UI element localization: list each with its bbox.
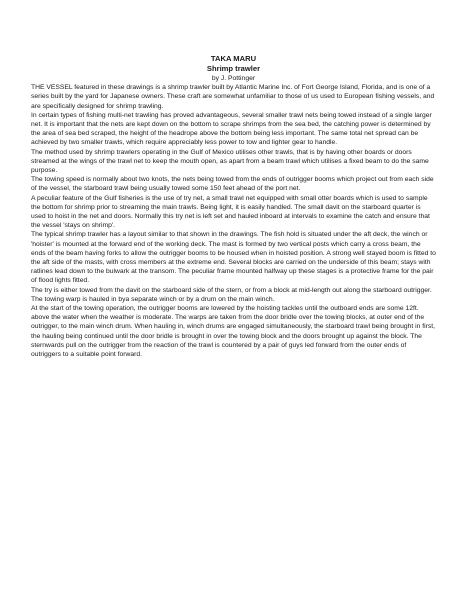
- paragraph: The typical shrimp trawler has a layout similar to that shown in the drawings. The fish hold is situated under the aft deck, the winch or 'hoister' is mounted at the forward end of the working deck. The mast is formed by two vertical posts which carry a cross beam, the ends of the beam having forks to allow the outrigger booms to be housed when in hoisted position. A strong well stayed boom is fitted to the aft side of the masts, with cross members at the extreme end. Several blocks are carried on the underside of this beam; stays with ratlines lead down to the bulwark at the transom. The peculiar frame mounted halfway up these stages is a protective frame for the pair of flood lights fitted.: [31, 231, 436, 285]
- paragraph: The try is either towed from the davit on the starboard side of the stern, or from a block at mid-length out along the starboard outrigger. The towing warp is hauled in bya separate winch or by a drum on the main winch.: [31, 286, 432, 303]
- document-page: [31, 54, 436, 359]
- document-byline: by J. Pottinger: [211, 75, 256, 82]
- document-subtitle: Shrimp trawler: [206, 64, 261, 73]
- paragraph: In certain types of fishing multi-net trawling has proved advantageous, several smaller trawl nets being towed instead of a single larger net. It is important that the nets are kept down on the bottom to scrape shrimps from the sea bed, the catching power is determined by the area of sea bed scraped, the height of the headrope above the bottom being less important. The same total net spread can be achieved by two smaller trawls, which require appreciably less power to tow and lighter gear to handle.: [31, 111, 432, 147]
- paragraph: The towing speed is normally about two knots, the nets being towed from the ends of outrigger booms which project out from each side of the vessel, the starboard trawl being usually towed some 150 feet ahead of the port net.: [31, 176, 434, 193]
- paragraph: At the start of the towing operation, the outrigger booms are lowered by the hoisting tackles until the outboard ends are some 12ft. above the water when the weather is moderate. The warps are taken from the door bridle over the towing blocks, at outer end of the outrigger, to the main winch drum. When hauling in, winch drums are engaged simultaneously, the starboard trawl being brought in first, the hauling being continued until the door bridle is brought in over the towing block and the doors brought up against the block. The sternwards pull on the outrigger from the reaction of the trawl is countered by a pair of guys led forward from the outer ends of outriggers to a suitable point forward.: [31, 305, 435, 359]
- paragraph: The method used by shrimp trawlers operating in the Gulf of Mexico utilises other trawls, that is by having other boards or doors streamed at the wings of the trawl net to keep the mouth open, as apart from a beam trawl which utilises a fixed beam to do the same purpose.: [31, 148, 429, 175]
- document-title: TAKA MARU: [210, 54, 257, 63]
- paragraph: THE VESSEL featured in these drawings is a shrimp trawler built by Atlantic Marine Inc. of Fort George Island, Florida, and is one of a series built by the yard for Japanese owners. These craft are somewhat unfamiliar to those of us used to European fishing vessels, and are specifically designed for shrimp trawling.: [31, 84, 435, 110]
- paragraph: A peculiar feature of the Gulf fisheries is the use of try net, a small trawl net equipped with small otter boards which is used to sample the bottom for shrimp prior to streaming the main trawls. Being light, it is easily handled. The small davit on the starboard quarter is used to hoist in the net and doors. Normally this try net is left set and hauled inboard at intervals to examine the catch and ensure that the vessel 'stays on shrimp'.: [31, 194, 430, 230]
